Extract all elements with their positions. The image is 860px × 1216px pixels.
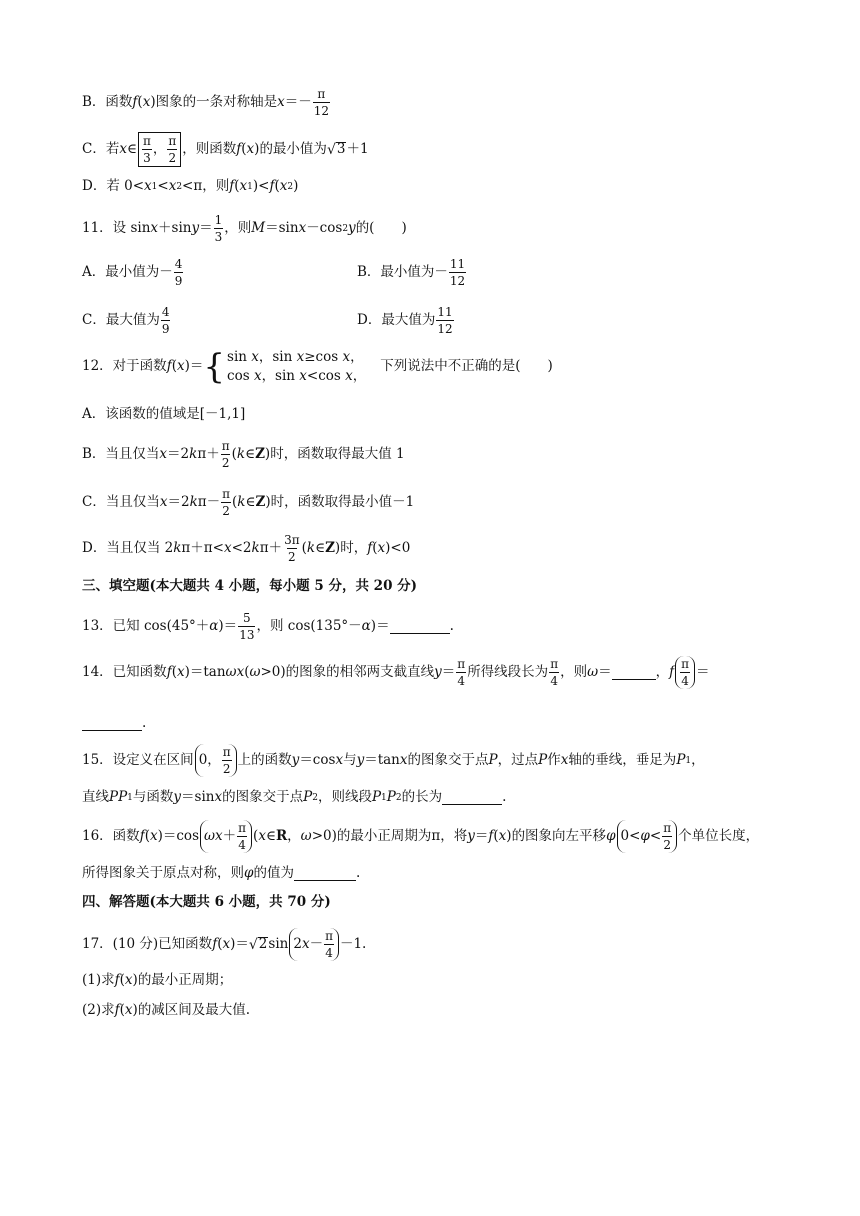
q10-option-d: D．若 0< x 1 < x 2 <π，则 f ( x 1 ) < f ( x 2 ) [82,178,299,194]
q11-option-b: B．最小值为－ $\frac{11}{12}$ [357,257,466,288]
question-17: 17．(10 分)已知函数 f ( x ) ＝ √ 2 sin 2 x － $\frac{\pi}{4}$ －1. [82,929,367,960]
question-15-continued: 直线 PP 1 与函数 y ＝sin x 的图象交于点 P 2 ，则线段 P 1 P 2 的长为 . [82,788,507,805]
answer-blank[interactable] [442,790,502,805]
fraction: $\frac{\pi}{12}$ [313,87,330,118]
section-heading-3: 三、填空题(本大题共 4 小题，每小题 5 分，共 20 分) [82,578,418,594]
question-17-part-2: (2)求 f ( x ) 的减区间及最大值. [82,1002,251,1018]
q12-option-d: D．当且仅当 2 k π＋π< x <2 k π＋ $\frac{3\pi}{2}$ ( k ∈ Z )时， f ( x ) <0 [82,533,411,564]
closed-interval: $\frac{\pi}{3}$ ， $\frac{\pi}{2}$ [138,132,181,167]
q12-option-b: B．当且仅当 x ＝2 k π＋ $\frac{\pi}{2}$ ( k ∈ Z )时，函数取得最大值 1 [82,439,405,470]
question-12: 12．对于函数 f ( x ) ＝ { sin x，sin x≥cos x， cos x，sin x<cos x， 下列说法中不正确的是( ) [82,347,553,387]
question-15: 15．设定义在区间 0， $\frac{\pi}{2}$ 上的函数 y ＝cos x 与 y ＝tan x 的图象交于点 P ，过点 P 作 x 轴的垂线，垂足为 P 1 ， [82,745,705,776]
question-16: 16．函数 f ( x ) ＝cos ω x ＋ $\frac{\pi}{4}$ ( x ∈ R ， ω >0)的最小正周期为π，将 y ＝ f ( x ) 的图象向左平移 φ 0< φ < $\frac{\pi}{2}$ 个单位长度， [82,821,760,852]
section-heading-4: 四、解答题(本大题共 6 小题，共 70 分) [82,894,331,910]
q10-option-c: C．若 x ∈ $\frac{\pi}{3}$ ， $\frac{\pi}{2}$ ，则函数 f ( x ) 的最小值为 √ 3 ＋1 [82,134,369,165]
q12-option-c: C．当且仅当 x ＝2 k π－ $\frac{\pi}{2}$ ( k ∈ Z )时，函数取得最小值－1 [82,487,415,518]
sqrt: √ 2 [248,936,268,953]
sqrt: √ 3 [326,141,346,158]
question-14: 14．已知函数 f ( x ) ＝tan ω x ( ω >0)的图象的相邻两支截直线 y ＝ $\frac{\pi}{4}$ 所得线段长为 $\frac{\pi}{4}$ ，则 ω ＝ ， f $\frac{\pi}{4}$ ＝ [82,657,710,688]
answer-blank[interactable] [294,866,356,881]
q11-option-c: C．最大值为 $\frac{4}{9}$ [82,305,170,336]
q12-option-a: A．该函数的值域是[－1,1] [82,406,246,422]
piecewise-cases: sin x，sin x≥cos x， cos x，sin x<cos x， [227,348,367,384]
question-11: 11．设 sin x ＋sin y ＝ $\frac{1}{3}$ ，则 M ＝sin x －cos 2 y 的( ) [82,213,407,244]
question-13: 13．已知 cos(45°＋ α )＝ $\frac{5}{13}$ ，则 cos(135°－ α )＝ . [82,611,454,642]
question-14-continued: . [82,716,146,731]
answer-blank[interactable] [82,716,142,731]
question-16-continued: 所得图象关于原点对称，则 φ 的值为 . [82,864,361,881]
answer-blank[interactable] [612,665,656,680]
q11-option-d: D．最大值为 $\frac{11}{12}$ [357,305,453,336]
left-brace: { [203,347,226,387]
q10-option-b: B．函数 f ( x ) 图象的一条对称轴是 x ＝－ $\frac{\pi}{12}$ [82,87,330,118]
answer-blank[interactable] [390,619,450,634]
question-17-part-1: (1)求 f ( x ) 的最小正周期； [82,972,233,988]
q11-option-a: A．最小值为－ $\frac{4}{9}$ [82,257,183,288]
